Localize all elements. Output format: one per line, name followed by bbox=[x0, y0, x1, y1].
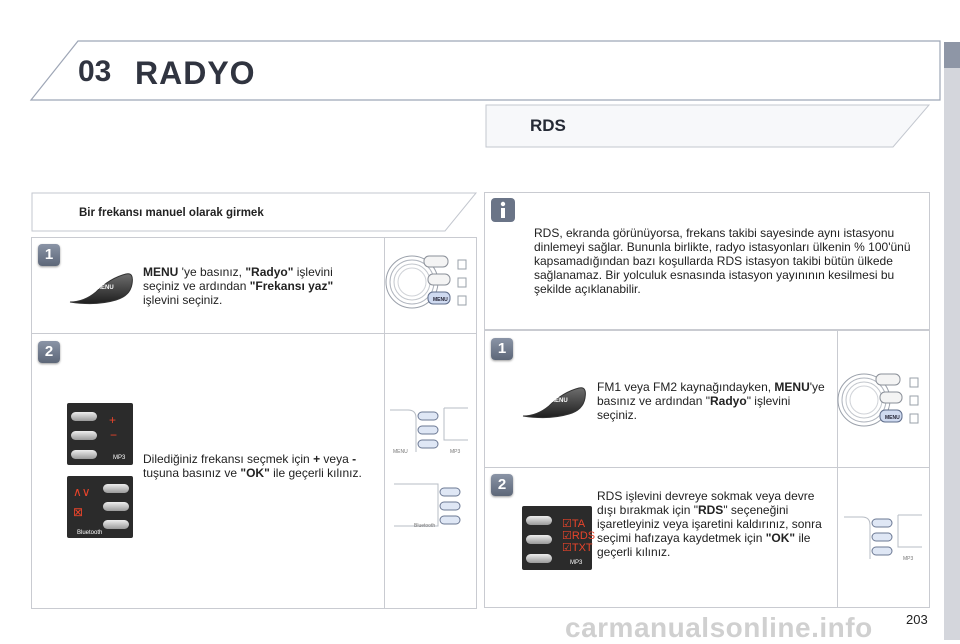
key bbox=[71, 431, 97, 440]
panel-bluetooth-label: Bluetooth bbox=[414, 523, 436, 529]
option-txt: ☑TXT bbox=[562, 542, 593, 554]
menu-button-label: MENU bbox=[96, 285, 114, 291]
info-icon bbox=[491, 198, 515, 222]
left-step1-text bbox=[143, 265, 358, 307]
keypad-photo bbox=[67, 476, 133, 538]
step-badge: 2 bbox=[491, 474, 513, 496]
panel-line-illustration bbox=[842, 513, 926, 563]
text-fragment: Dilediğiniz frekansı seçmek için bbox=[143, 452, 314, 466]
panel-menu-label: MENU bbox=[393, 449, 408, 455]
rds-section-title: RDS bbox=[530, 116, 566, 135]
watermark: carmanualsonline.info bbox=[565, 612, 873, 643]
left-divider bbox=[31, 333, 477, 334]
option-label: TXT bbox=[571, 542, 593, 554]
control-panel-illustration bbox=[388, 248, 472, 320]
text-fragment: " seçeneğini işaretleyiniz veya işaretini kaldırınız, sonra seçimi hafızaya kaydetmek için bbox=[597, 503, 822, 545]
key bbox=[526, 516, 552, 525]
key bbox=[103, 484, 129, 493]
chapter-number: 03 bbox=[78, 55, 112, 88]
ok-key: "OK" bbox=[240, 466, 270, 480]
text-fragment: ile geçerli kılınız. bbox=[597, 531, 811, 559]
minus-key: - bbox=[352, 452, 357, 466]
text-fragment: veya bbox=[320, 452, 353, 466]
text-fragment: " işlevini seçiniz. bbox=[597, 394, 791, 422]
right-step1-text bbox=[597, 380, 829, 422]
step-badge: 1 bbox=[491, 338, 513, 360]
step-badge: 2 bbox=[38, 341, 60, 363]
keypad-photo bbox=[67, 403, 133, 465]
menu-key-name: MENU bbox=[143, 265, 179, 279]
left-step2-text bbox=[143, 452, 373, 480]
page-title: RADYO bbox=[135, 55, 256, 91]
right-step2-text bbox=[597, 489, 822, 559]
key bbox=[526, 554, 552, 563]
key bbox=[526, 535, 552, 544]
option-rds: ☑RDS bbox=[562, 530, 596, 542]
arrow-symbol: ∧∨ bbox=[73, 485, 91, 499]
side-strip-accent bbox=[944, 42, 960, 68]
plus-symbol: + bbox=[109, 413, 117, 427]
menu-key-name: MENU bbox=[774, 380, 810, 394]
ok-symbol: ⊠ bbox=[73, 505, 84, 519]
bluetooth-label: Bluetooth bbox=[77, 530, 103, 536]
page-number: 203 bbox=[906, 612, 928, 627]
left-heading: Bir frekansı manuel olarak girmek bbox=[79, 207, 264, 219]
key bbox=[103, 520, 129, 529]
panel-menu-label: MENU bbox=[885, 415, 900, 421]
step-badge: 1 bbox=[38, 244, 60, 266]
menu-button-label: MENU bbox=[550, 398, 568, 404]
text-fragment: işlevini seçiniz. bbox=[143, 293, 223, 307]
option-label: RDS bbox=[571, 530, 596, 542]
option-label: TA bbox=[571, 518, 586, 530]
ok-key: "OK" bbox=[765, 531, 796, 545]
text-fragment: FM1 veya FM2 kaynağındayken, bbox=[597, 380, 775, 394]
rds-option: RDS bbox=[697, 503, 724, 517]
mp3-label: MP3 bbox=[113, 455, 126, 461]
text-fragment: işlevini seçiniz ve ardından bbox=[143, 265, 333, 293]
minus-symbol: − bbox=[110, 428, 118, 442]
radyo-option: Radyo bbox=[710, 394, 747, 408]
radyo-option: "Radyo" bbox=[245, 265, 294, 279]
side-strip bbox=[944, 42, 960, 640]
control-panel-illustration bbox=[840, 366, 924, 438]
mp3-label: MP3 bbox=[570, 560, 583, 566]
option-ta: ☑TA bbox=[562, 518, 586, 530]
left-col-divider bbox=[384, 237, 385, 609]
key bbox=[103, 502, 129, 511]
frekans-option: "Frekansı yaz" bbox=[249, 279, 334, 293]
panel-mp3-label: MP3 bbox=[903, 556, 914, 562]
keypad-photo bbox=[522, 506, 596, 570]
plus-key: + bbox=[313, 452, 321, 466]
text-fragment: RDS işlevini devreye sokmak veya devre dışı bırakmak için " bbox=[597, 489, 815, 517]
right-col-divider bbox=[837, 330, 838, 608]
text-fragment: tuşuna basınız ve bbox=[143, 466, 241, 480]
text-fragment: ile geçerli kılınız. bbox=[269, 466, 362, 480]
key bbox=[71, 412, 97, 421]
text-fragment: 'ye basınız ve ardından " bbox=[597, 380, 825, 408]
right-divider bbox=[484, 467, 930, 468]
text-fragment: 'ye basınız, bbox=[178, 265, 246, 279]
panel-menu-label: MENU bbox=[433, 297, 448, 303]
panel-mp3-label: MP3 bbox=[450, 449, 461, 455]
key bbox=[71, 450, 97, 459]
rds-info-text: RDS, ekranda görünüyorsa, frekans takibi sayesinde aynı istasyonu dinlemeyi sağlar. Bununla birlikte, radyo istasyonları ülkenin % 100'ünü kapsamadığından bazı koşullarda RDS istasyon takibi bütün ülkede sağlanamaz. Bir yolculuk esnasında istasyon yayınının kesilmesi bu şekilde açıklanabilir. bbox=[534, 226, 911, 296]
